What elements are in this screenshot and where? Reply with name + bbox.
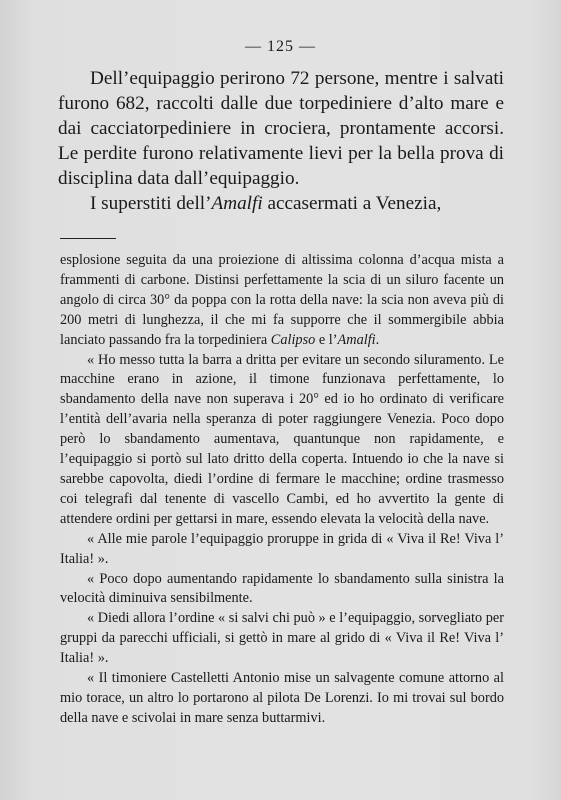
footnote-paragraph-1: [60, 251, 504, 351]
footnote-paragraph-4: « Poco dopo aumentando rapidamente lo sbandamento sulla sinistra la velocità diminuiva sensibilmente.: [60, 570, 504, 607]
main-paragraph-2-text-b: accasermati a Venezia,: [262, 193, 442, 214]
ship-name-italic: Amalfi: [211, 193, 263, 214]
footnote-p1-text-a: esplosione seguita da una proiezione di altissima colonna d’acqua mista a frammenti di carbone. Distinsi perfettamente la scia di un siluro facente un angolo di circa 30° da poppa con la rotta della nave: la scia non aveva più di 200 metri di lunghezza, il che mi fa supporre che il sommergibile abbia lanciato passando fra la torpediniera: [60, 252, 504, 348]
footnote-paragraph-2: « Ho messo tutta la barra a dritta per evitare un secondo siluramento. Le macchine erano in azione, il timone funzionava perfettamente, lo sbandamento della nave non superava i 20° ed io ho ordinato di verificare l’entità dell’avaria nella speranza di poter raggiungere Venezia. Poco dopo però lo sbandamento aumentava, quantunque non rapidamente, e l’equipaggio si portò sul lato dritto della coperta. Intuendo io che la nave si sarebbe capovolta, diedi l’ordine di fermare le macchine; ordine trasmesso coi telegrafi dal tenente di vascello Cambi, ed ho avvertito la gente di attendere ordini per gettarsi in mare, essendo elevata la velocità della nave.: [60, 351, 504, 527]
footnote-p1-text-b: e l’: [315, 331, 338, 348]
main-paragraph-2: [58, 191, 504, 216]
main-paragraph-1: Dell’equipaggio perirono 72 persone, mentre i salvati furono 682, raccolti dalle due torpediniere d’alto mare e dai cacciatorpediniere in crociera, prontamente accorsi. Le perdite furono relativamente lievi per la bella prova di disciplina data dall’equipaggio.: [58, 68, 504, 189]
main-text: [58, 66, 504, 216]
footnote-block: [60, 251, 504, 729]
footnote-paragraph-3: « Alle mie parole l’equipaggio proruppe in grida di « Viva il Re! Viva l’ Italia! ».: [60, 530, 504, 567]
footnote-italic-amalfi: Amalfi: [337, 331, 376, 348]
footnote-paragraph-6: « Il timoniere Castelletti Antonio mise un salvagente comune attorno al mio torace, un altro lo portarono al pilota De Lorenzi. Io mi trovai sul bordo della nave e scivolai in mare senza buttarmivi.: [60, 670, 504, 726]
main-paragraph-2-text-a: I superstiti dell’: [90, 193, 212, 214]
footnote-paragraph-5: « Diedi allora l’ordine « si salvi chi può » e l’equipaggio, sorvegliato per gruppi da parecchi ufficiali, si gettò in mare al grido di « Viva il Re! Viva l’ Italia! ».: [60, 610, 504, 667]
footnote-p1-text-c: .: [375, 331, 380, 348]
footnote-italic-calipso: Calipso: [270, 331, 316, 348]
page-number: — 125 —: [245, 38, 316, 55]
footnote-separator: [60, 238, 116, 239]
